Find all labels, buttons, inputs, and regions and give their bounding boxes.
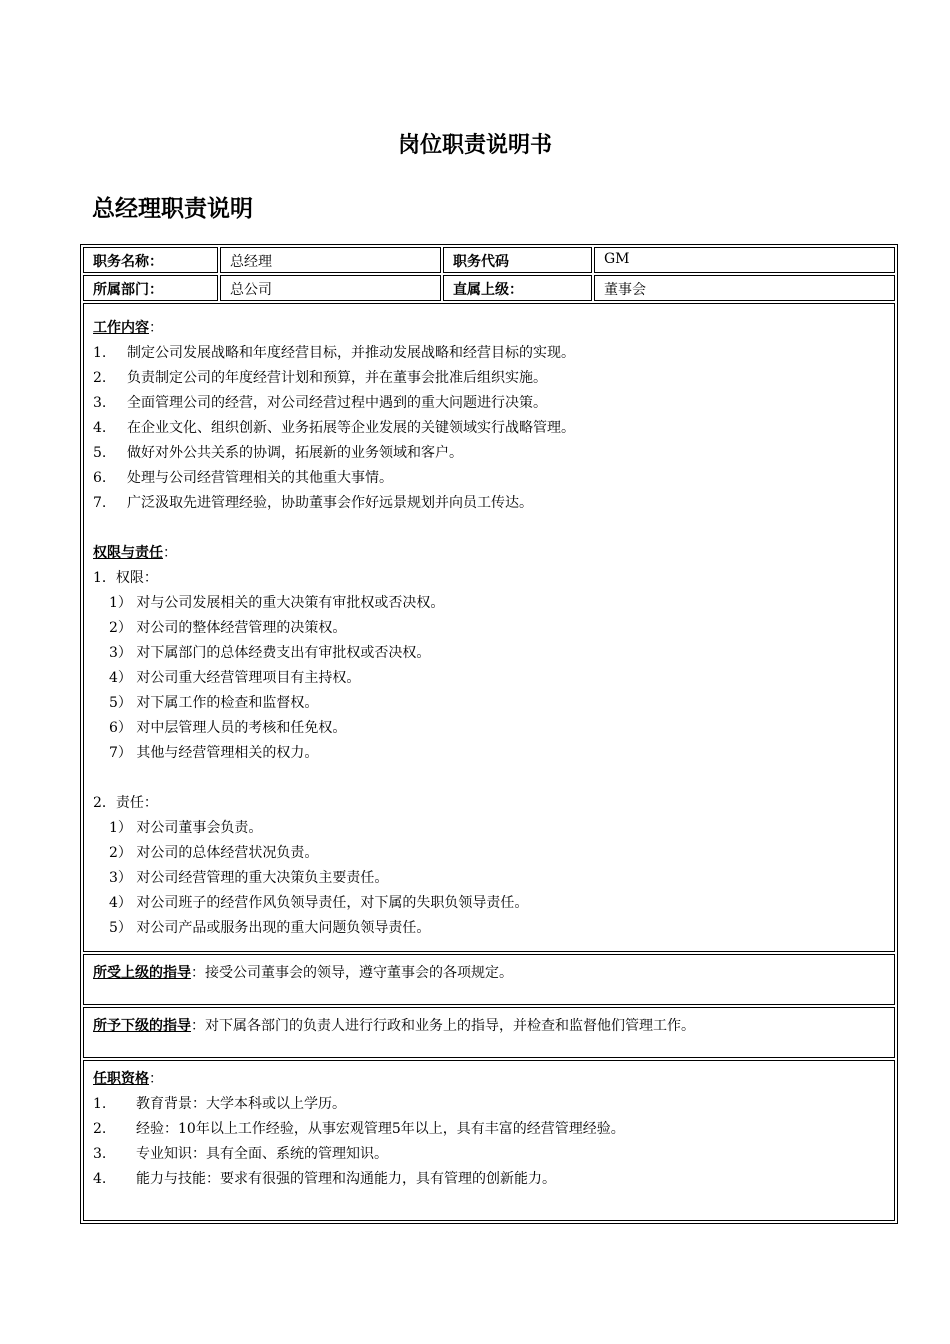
list-item xyxy=(93,391,885,416)
section-title: 总经理职责说明 xyxy=(92,196,253,222)
list-item-text: 做好对外公共关系的协调，拓展新的业务领域和客户。 xyxy=(127,445,463,461)
duties-list xyxy=(93,816,885,941)
page-title: 岗位职责说明书 xyxy=(397,133,552,158)
guidance-from-label: 所受上级的指导 xyxy=(93,965,191,981)
list-item-text: 全面管理公司的经营，对公司经营过程中遇到的重大问题进行决策。 xyxy=(127,395,547,411)
guidance-to-label: 所予下级的指导 xyxy=(93,1018,191,1034)
authority-heading xyxy=(93,541,885,566)
list-item-number: 2. xyxy=(93,370,107,386)
list-item-text: 专业知识：具有全面、系统的管理知识。 xyxy=(136,1146,388,1162)
superior-value: 董事会 xyxy=(594,275,895,301)
header-row-dept xyxy=(83,275,895,301)
authority-title: 权限与责任 xyxy=(93,545,163,561)
work-list xyxy=(93,341,885,516)
qualifications-heading xyxy=(93,1067,885,1092)
job-code-value: GM xyxy=(594,247,895,273)
qualifications-list xyxy=(93,1092,885,1192)
list-item-text: 广泛汲取先进管理经验，协助董事会作好远景规划并向员工传达。 xyxy=(127,495,533,511)
list-item: 1） 对与公司发展相关的重大决策有审批权或否决权。 xyxy=(109,595,445,611)
list-item: 4） 对公司班子的经营作风负领导责任，对下属的失职负领导责任。 xyxy=(109,895,529,911)
list-item: 4） 对公司重大经营管理项目有主持权。 xyxy=(109,670,361,686)
job-code-label: 职务代码 xyxy=(443,247,592,273)
list-item-number: 2. xyxy=(93,1121,107,1137)
list-item xyxy=(93,1142,885,1167)
work-title: 工作内容 xyxy=(93,320,149,336)
list-item xyxy=(93,1092,885,1117)
list-item: 5） 对下属工作的检查和监督权。 xyxy=(109,695,319,711)
authority-colon: ： xyxy=(163,545,177,561)
guidance-from-cell xyxy=(83,954,895,1005)
guidance-to-text: ：对下属各部门的负责人进行行政和业务上的指导，并检查和监督他们管理工作。 xyxy=(191,1018,695,1034)
list-item: 7） 其他与经营管理相关的权力。 xyxy=(109,745,319,761)
list-item: 1） 对公司董事会负责。 xyxy=(109,820,263,836)
list-item-number: 3. xyxy=(93,1146,107,1162)
duties-cell xyxy=(83,303,895,952)
list-item xyxy=(93,366,885,391)
list-item: 3） 对下属部门的总体经费支出有审批权或否决权。 xyxy=(109,645,431,661)
work-colon: ： xyxy=(149,320,163,336)
guidance-from-text: ：接受公司董事会的领导，遵守董事会的各项规定。 xyxy=(191,965,513,981)
list-item xyxy=(93,1167,885,1192)
list-item-number: 6. xyxy=(93,470,107,486)
list-item-text: 经验：10年以上工作经验，从事宏观管理5年以上，具有丰富的经营管理经验。 xyxy=(136,1121,625,1137)
list-item-text: 教育背景：大学本科或以上学历。 xyxy=(136,1096,346,1112)
list-item xyxy=(93,1117,885,1142)
list-item xyxy=(93,441,885,466)
rights-list xyxy=(93,591,885,766)
list-item xyxy=(93,466,885,491)
qualifications-colon: ： xyxy=(149,1071,163,1087)
qualifications-title: 任职资格 xyxy=(93,1071,149,1087)
qualifications-cell xyxy=(83,1060,895,1221)
guidance-to-row xyxy=(83,1007,895,1058)
job-name-label: 职务名称： xyxy=(83,247,218,273)
rights-heading: 1．权限： xyxy=(93,570,158,586)
list-item: 2） 对公司的整体经营管理的决策权。 xyxy=(109,620,347,636)
list-item-text: 在企业文化、组织创新、业务拓展等企业发展的关键领域实行战略管理。 xyxy=(127,420,575,436)
list-item-number: 1. xyxy=(93,345,107,361)
list-item: 5） 对公司产品或服务出现的重大问题负领导责任。 xyxy=(109,920,431,936)
list-item-number: 3. xyxy=(93,395,107,411)
dept-value: 总公司 xyxy=(220,275,441,301)
list-item-text: 负责制定公司的年度经营计划和预算，并在董事会批准后组织实施。 xyxy=(127,370,547,386)
list-item xyxy=(93,341,885,366)
dept-label: 所属部门： xyxy=(83,275,218,301)
list-item: 3） 对公司经营管理的重大决策负主要责任。 xyxy=(109,870,389,886)
duties-row xyxy=(83,303,895,952)
list-item-number: 7. xyxy=(93,495,107,511)
list-item xyxy=(93,491,885,516)
list-item-number: 5. xyxy=(93,445,107,461)
job-description-table xyxy=(80,244,898,1224)
guidance-to-cell xyxy=(83,1007,895,1058)
duties-heading: 2．责任： xyxy=(93,795,158,811)
list-item xyxy=(93,416,885,441)
header-row-job xyxy=(83,247,895,273)
list-item: 6） 对中层管理人员的考核和任免权。 xyxy=(109,720,347,736)
list-item-text: 制定公司发展战略和年度经营目标，并推动发展战略和经营目标的实现。 xyxy=(127,345,575,361)
qualifications-row xyxy=(83,1060,895,1221)
list-item-text: 处理与公司经营管理相关的其他重大事情。 xyxy=(127,470,393,486)
work-heading xyxy=(93,316,885,341)
list-item: 2） 对公司的总体经营状况负责。 xyxy=(109,845,319,861)
job-name-value: 总经理 xyxy=(220,247,441,273)
list-item-number: 1. xyxy=(93,1096,107,1112)
list-item-number: 4. xyxy=(93,1171,107,1187)
superior-label: 直属上级： xyxy=(443,275,592,301)
list-item-text: 能力与技能：要求有很强的管理和沟通能力，具有管理的创新能力。 xyxy=(136,1171,556,1187)
list-item-number: 4. xyxy=(93,420,107,436)
guidance-from-row xyxy=(83,954,895,1005)
